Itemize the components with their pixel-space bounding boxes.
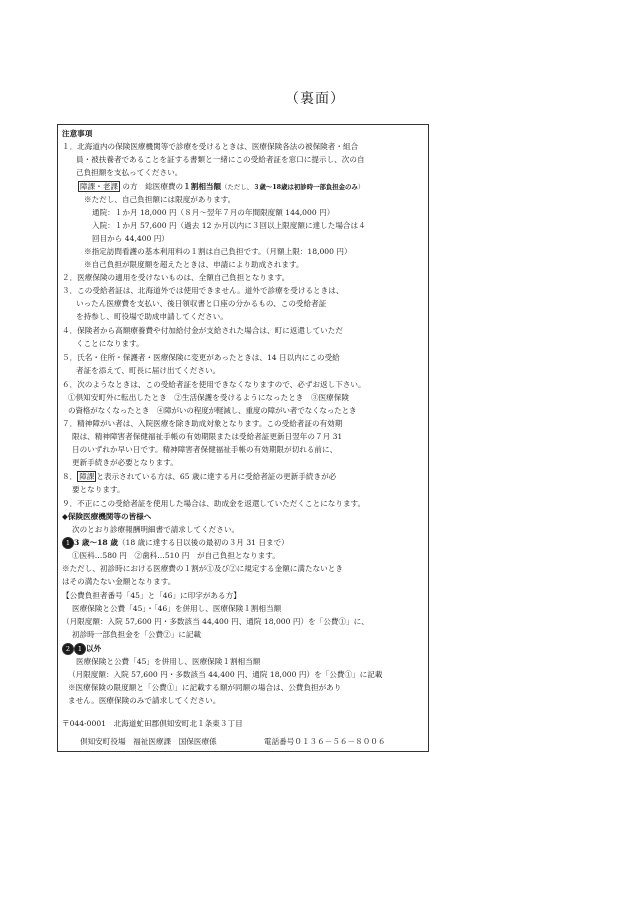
- line-9: ９．不正にこの受給者証を使用した場合は、助成金を返還していただくことになります。: [62, 499, 366, 508]
- section-1-line-c: ※ただし、初診時における医療費の１割が①及び②に規定する金額に満たないとき: [62, 564, 343, 573]
- section-2-line-b: 医療保険と公費「45」・「46」を併用し、医療保険１割相当額: [72, 604, 282, 613]
- institutions-intro: 次のとおり診療報酬明細書で請求してください。: [72, 525, 240, 534]
- line-4a: ４．保険者から高額療養費や付加給付金が支給された場合は、町に返還していただ: [62, 326, 343, 335]
- line-8a-text: と表示されている方は、65 歳に達する月に受給者証の更新手続きが必: [96, 472, 337, 481]
- section-2-title: 【公費負担者番号「45」と「46」に印字がある方】: [62, 591, 241, 600]
- line-1f: 通院：１か月 18,000 円（８月～翌年７月の年間限度額 144,000 円）: [92, 208, 335, 217]
- line-8a-num: ８．: [62, 472, 78, 481]
- line-1g: 入院：１か月 57,600 円（過去 12 か月以内に３回以上限度額に達した場合は４: [92, 221, 366, 230]
- line-6a: ６．次のようなときは、この受給者証を使用できなくなりますので、必ずお返し下さい。: [62, 380, 366, 389]
- line-1d: [78, 181, 364, 193]
- section-2-line-d: 初診時一部負担金を「公費②」に記載: [72, 630, 202, 639]
- line-7d: 更新手続きが必要となります。: [72, 458, 178, 467]
- institutions-heading: ◆保険医療機関等の皆様へ: [62, 512, 152, 521]
- section-3-line-d: ※医療保険の限度額と「公費①」に記載する額が同額の場合は、公費負担があり: [68, 683, 342, 692]
- line-4b: くことになります。: [76, 339, 144, 348]
- line-1b: 員・被扶養者であることを証する書類と一緒にこの受給者証を窓口に提示し、次の自: [76, 155, 365, 164]
- line-3a: ３．この受給者証は、北海道外では使用できません。道外で診療を受けるときは、: [62, 286, 344, 295]
- line-1e: ※ただし、自己負担額には限度があります。: [84, 195, 236, 204]
- section-1-line-d: はその満たない金額となります。: [62, 577, 176, 586]
- section-1-title: [62, 537, 289, 549]
- section-3-line-c: （月限度額：入院 57,600 円・多数該当 44,400 円、通院 18,000 円）を「公費①」に記載: [68, 670, 383, 679]
- section-3-line-b: 医療保険と公費「45」を併用し、医療保険１割相当額: [76, 657, 261, 666]
- line-1d-note: （ただし、: [221, 183, 254, 191]
- section-1-line-b: ①医科…580 円 ②歯科…510 円 が自己負担となります。: [72, 551, 280, 560]
- section-3-number-icon: 2: [62, 643, 74, 655]
- line-6b: ①倶知安町外に転出したとき ②生活保護を受けるようになったとき ③医療保険: [68, 393, 349, 402]
- section-3-title-text: 以外: [86, 644, 102, 653]
- section-1-title-note: （18 歳に達する日以後の最初の３月 31 日まで）: [117, 538, 289, 547]
- section-3-line-e: ません。医療保険のみで請求してください。: [68, 696, 221, 705]
- line-7c: 日のいずれか早い日です。精神障害者保健福祉手帳の有効期限が切れる前に、: [72, 445, 338, 454]
- section-3-title: [62, 643, 101, 655]
- category-tag: 障課・老課: [80, 182, 118, 191]
- line-1a: １．北海道内の保険医療機関等で診療を受けるときは、医療保険各法の被保険者・組合: [62, 142, 359, 151]
- line-1i: ※指定訪問看護の基本利用料の１割は自己負担です。（月額上限：18,000 円）: [84, 247, 352, 256]
- category-tag-mental: 障課: [79, 472, 95, 481]
- line-1h: 回目から 44,400 円）: [92, 234, 169, 243]
- line-1d-text: の方 総医療費の: [122, 182, 184, 191]
- line-3c: を持参し、町役場で助成申請してください。: [76, 312, 228, 321]
- line-8a: [62, 471, 336, 483]
- section-1-number-icon: 1: [62, 537, 74, 549]
- notice-box: [57, 124, 429, 752]
- line-1j: ※自己負担が限度額を超えたときは、申請により助成されます。: [84, 260, 304, 269]
- office-address: 〒044-0001 北海道虻田郡倶知安町北１条東３丁目: [62, 719, 243, 728]
- office-phone: 電話番号０１３６－５６－８００６: [264, 737, 386, 746]
- page-title: （裏面）: [285, 91, 345, 107]
- line-1c: 己負担額を支払ってください。: [76, 168, 183, 177]
- section-1-title-text: 3 歳～18 歳: [74, 538, 118, 547]
- line-7a: ７．精神障がい者は、入院医療を除き助成対象となります。この受給者証の有効期: [62, 419, 343, 428]
- office-name: 倶知安町役場 福祉医療課 国保医療係: [80, 737, 217, 746]
- line-8b: 要となります。: [72, 485, 125, 494]
- line-5a: ５．氏名・住所・保護者・医療保険に変更があったときは、14 日以内にこの受給: [62, 353, 340, 362]
- section-2-line-c: （月限度額：入院 57,600 円・多数該当 44,400 円、通院 18,000 円）を「公費①」に、: [62, 617, 369, 626]
- line-1d-note-bold: ３歳～18歳は初診時一部負担金のみ: [253, 183, 358, 191]
- line-7b: 限は、精神障害者保健福祉手帳の有効期限または受給者証更新日翌年の７月 31: [72, 432, 343, 441]
- line-3b: いったん医療費を支払い、後日領収書と口座の分かるもの、この受給者証: [76, 299, 327, 308]
- line-2: ２．医療保険の適用を受けないものは、全額自己負担となります。: [62, 273, 290, 282]
- section-3-number-icon-2: 1: [74, 643, 86, 655]
- notice-heading: 注意事項: [62, 129, 93, 138]
- line-5b: 者証を添えて、町長に届け出てください。: [76, 366, 221, 375]
- line-1d-bold: １割相当額: [183, 182, 222, 191]
- line-6c: の資格がなくなったとき ④障がいの程度が軽減し、重度の障がい者でなくなったとき: [68, 406, 357, 415]
- line-1d-note-end: ）: [357, 183, 365, 191]
